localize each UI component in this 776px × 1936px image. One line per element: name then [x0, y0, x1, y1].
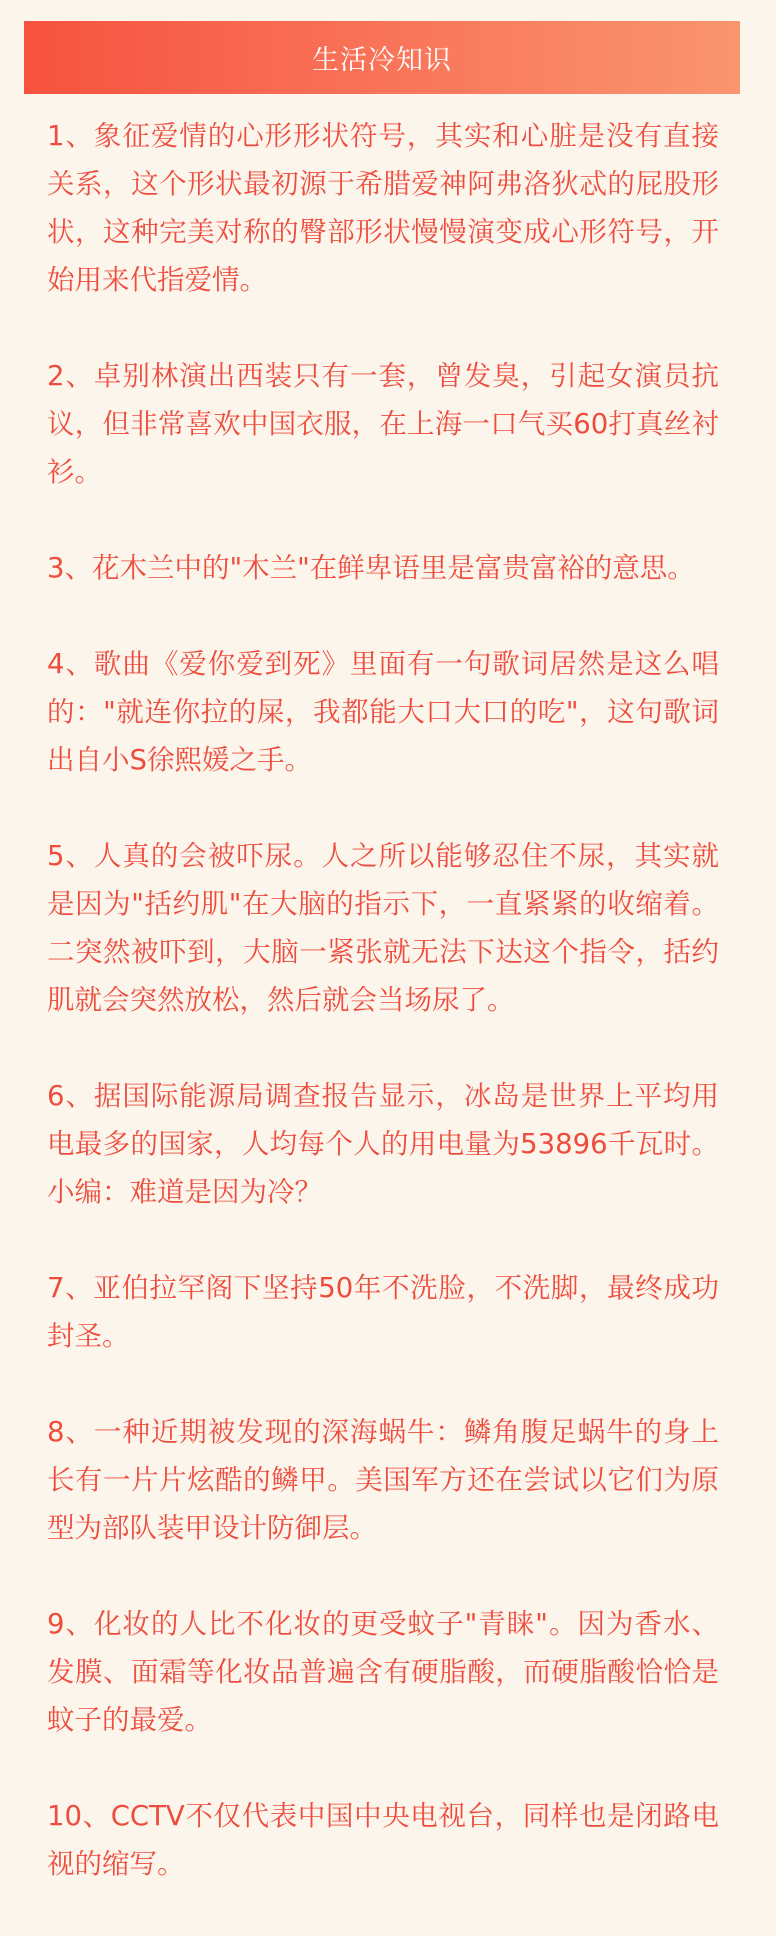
fact-item-2: 2、卓别林演出西装只有一套，曾发臭，引起女演员抗议，但非常喜欢中国衣服，在上海一口气买60打真丝衬衫。: [47, 360, 719, 488]
fact-item-4: 4、歌曲《爱你爱到死》里面有一句歌词居然是这么唱的："就连你拉的屎，我都能大口大口的吃"，这句歌词出自小S徐熙媛之手。: [47, 648, 719, 776]
fact-item-10: 10、CCTV不仅代表中国中央电视台，同样也是闭路电视的缩写。: [47, 1800, 719, 1880]
fact-item-3: 3、花木兰中的"木兰"在鲜卑语里是富贵富裕的意思。: [47, 552, 695, 584]
facts-list: [47, 112, 719, 1936]
fact-item-5: 5、人真的会被吓尿。人之所以能够忍住不尿，其实就是因为"括约肌"在大脑的指示下，一直紧紧的收缩着。二突然被吓到，大脑一紧张就无法下达这个指令，括约肌就会突然放松，然后就会当场尿了。: [47, 840, 719, 1016]
fact-item-9: 9、化妆的人比不化妆的更受蚊子"青睐"。因为香水、发膜、面霜等化妆品普遍含有硬脂酸，而硬脂酸恰恰是蚊子的最爱。: [47, 1608, 719, 1736]
fact-item-7: 7、亚伯拉罕阁下坚持50年不洗脸，不洗脚，最终成功封圣。: [47, 1272, 719, 1352]
fact-item-8: 8、一种近期被发现的深海蜗牛：鳞角腹足蜗牛的身上长有一片片炫酷的鳞甲。美国军方还在尝试以它们为原型为部队装甲设计防御层。: [47, 1416, 719, 1544]
header-banner: [24, 21, 740, 94]
page-title: 生活冷知识: [312, 45, 452, 76]
fact-item-1: 1、象征爱情的心形形状符号，其实和心脏是没有直接关系，这个形状最初源于希腊爱神阿弗洛狄忒的屁股形状，这种完美对称的臀部形状慢慢演变成心形符号，开始用来代指爱情。: [47, 120, 719, 296]
fact-item-6: 6、据国际能源局调查报告显示，冰岛是世界上平均用电最多的国家，人均每个人的用电量为53896千瓦时。小编：难道是因为冷？: [47, 1080, 719, 1208]
